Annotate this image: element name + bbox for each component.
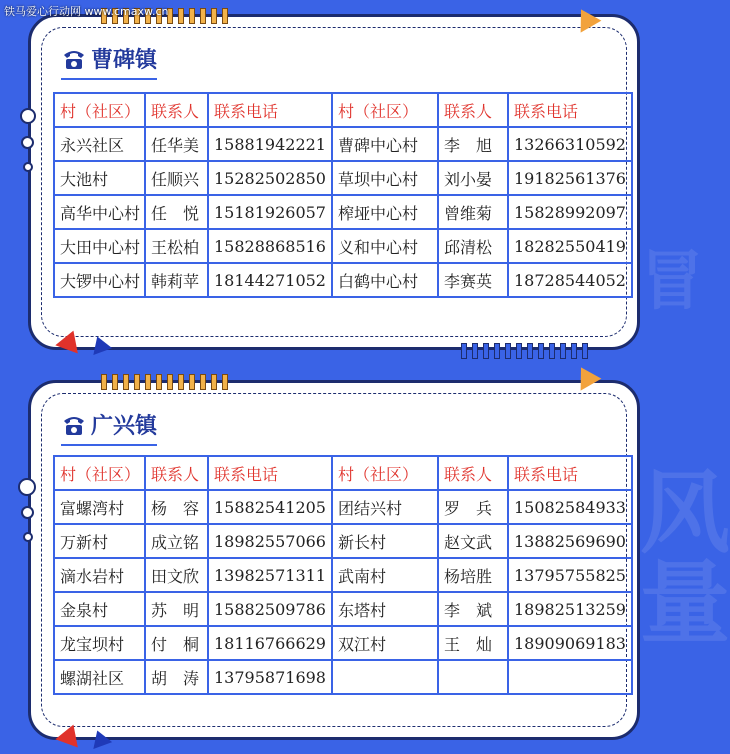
contact-cell: 邱清松 [438, 229, 508, 263]
contact-cell: 曾维菊 [438, 195, 508, 229]
contact-cell: 付 桐 [145, 626, 208, 660]
tick-decoration [461, 343, 588, 359]
background-decoration: 风 [640, 461, 730, 566]
table-row [54, 592, 632, 626]
contact-cell: 任华美 [145, 127, 208, 161]
village-cell: 永兴社区 [54, 127, 145, 161]
phone-cell: 13882569690 [508, 524, 632, 558]
contact-cell: 任 悦 [145, 195, 208, 229]
table-row [54, 626, 632, 660]
table-row [54, 127, 632, 161]
phone-cell: 19182561376 [508, 161, 632, 195]
header-cell: 联系人 [438, 93, 508, 127]
table-row [54, 490, 632, 524]
header-cell: 村（社区） [54, 93, 145, 127]
contact-cell: 王松柏 [145, 229, 208, 263]
header-cell: 联系人 [438, 456, 508, 490]
telephone-icon [61, 46, 87, 72]
watermark: 铁马爱心行动网 www.cmaxw.cn [4, 5, 169, 18]
decor-circle [18, 478, 36, 496]
contact-cell: 李赛英 [438, 263, 508, 297]
contact-cell: 王 灿 [438, 626, 508, 660]
contact-cell: 成立铭 [145, 524, 208, 558]
table-header-row [54, 456, 632, 490]
village-cell: 金泉村 [54, 592, 145, 626]
header-cell: 联系电话 [508, 456, 632, 490]
contact-cell [438, 660, 508, 694]
village-cell: 义和中心村 [332, 229, 438, 263]
phone-cell: 15828868516 [208, 229, 332, 263]
decor-circle [23, 162, 33, 172]
village-cell: 高华中心村 [54, 195, 145, 229]
village-cell: 滴水岩村 [54, 558, 145, 592]
contact-cell: 杨 容 [145, 490, 208, 524]
phone-cell [508, 660, 632, 694]
background-decoration: 冒 [640, 245, 704, 319]
phone-cell: 18909069183 [508, 626, 632, 660]
section-title [61, 409, 157, 446]
phone-cell: 18982557066 [208, 524, 332, 558]
village-cell: 万新村 [54, 524, 145, 558]
contact-cell: 刘小晏 [438, 161, 508, 195]
phone-cell: 15882541205 [208, 490, 332, 524]
section-title [61, 43, 157, 80]
village-cell: 东塔村 [332, 592, 438, 626]
header-cell: 村（社区） [332, 93, 438, 127]
phone-cell: 18282550419 [508, 229, 632, 263]
background-decoration: 量 [640, 551, 730, 656]
phone-cell: 15881942221 [208, 127, 332, 161]
table-row [54, 558, 632, 592]
phone-cell: 15181926057 [208, 195, 332, 229]
decor-circle [21, 506, 34, 519]
header-cell: 联系人 [145, 456, 208, 490]
table-row [54, 263, 632, 297]
section-card-2 [28, 380, 640, 740]
contact-cell: 李 旭 [438, 127, 508, 161]
phone-cell: 15828992097 [508, 195, 632, 229]
table-row [54, 524, 632, 558]
header-cell: 村（社区） [332, 456, 438, 490]
phone-cell: 15282502850 [208, 161, 332, 195]
section-title-text: 曹碑镇 [91, 48, 158, 73]
contacts-table [53, 92, 633, 298]
contact-cell: 罗 兵 [438, 490, 508, 524]
phone-cell: 13795755825 [508, 558, 632, 592]
village-cell: 白鹤中心村 [332, 263, 438, 297]
village-cell: 榨垭中心村 [332, 195, 438, 229]
village-cell: 团结兴村 [332, 490, 438, 524]
contact-cell: 李 斌 [438, 592, 508, 626]
decor-circle [20, 108, 36, 124]
section-title-text: 广兴镇 [91, 414, 158, 439]
table-row [54, 660, 632, 694]
phone-cell: 13266310592 [508, 127, 632, 161]
village-cell: 草坝中心村 [332, 161, 438, 195]
phone-cell: 13982571311 [208, 558, 332, 592]
phone-cell: 18144271052 [208, 263, 332, 297]
header-cell: 联系电话 [208, 456, 332, 490]
contact-cell: 韩莉苹 [145, 263, 208, 297]
village-cell: 大锣中心村 [54, 263, 145, 297]
village-cell [332, 660, 438, 694]
village-cell: 大田中心村 [54, 229, 145, 263]
village-cell: 双江村 [332, 626, 438, 660]
table-row [54, 195, 632, 229]
village-cell: 武南村 [332, 558, 438, 592]
contact-cell: 杨培胜 [438, 558, 508, 592]
decor-circle [23, 532, 33, 542]
village-cell: 大池村 [54, 161, 145, 195]
contact-cell: 任顺兴 [145, 161, 208, 195]
header-cell: 联系电话 [508, 93, 632, 127]
decor-circle [21, 136, 34, 149]
tick-decoration [101, 374, 228, 390]
header-cell: 联系人 [145, 93, 208, 127]
contact-cell: 赵文武 [438, 524, 508, 558]
phone-cell: 18116766629 [208, 626, 332, 660]
table-header-row [54, 93, 632, 127]
contact-cell: 田文欣 [145, 558, 208, 592]
phone-cell: 15882509786 [208, 592, 332, 626]
village-cell: 曹碑中心村 [332, 127, 438, 161]
village-cell: 新长村 [332, 524, 438, 558]
village-cell: 富螺湾村 [54, 490, 145, 524]
telephone-icon [61, 412, 87, 438]
section-card-1 [28, 14, 640, 350]
header-cell: 联系电话 [208, 93, 332, 127]
phone-cell: 15082584933 [508, 490, 632, 524]
village-cell: 龙宝坝村 [54, 626, 145, 660]
contact-cell: 胡 涛 [145, 660, 208, 694]
header-cell: 村（社区） [54, 456, 145, 490]
table-row [54, 229, 632, 263]
table-row [54, 161, 632, 195]
phone-cell: 18728544052 [508, 263, 632, 297]
contact-cell: 苏 明 [145, 592, 208, 626]
village-cell: 螺湖社区 [54, 660, 145, 694]
contacts-table [53, 455, 633, 695]
phone-cell: 18982513259 [508, 592, 632, 626]
phone-cell: 13795871698 [208, 660, 332, 694]
